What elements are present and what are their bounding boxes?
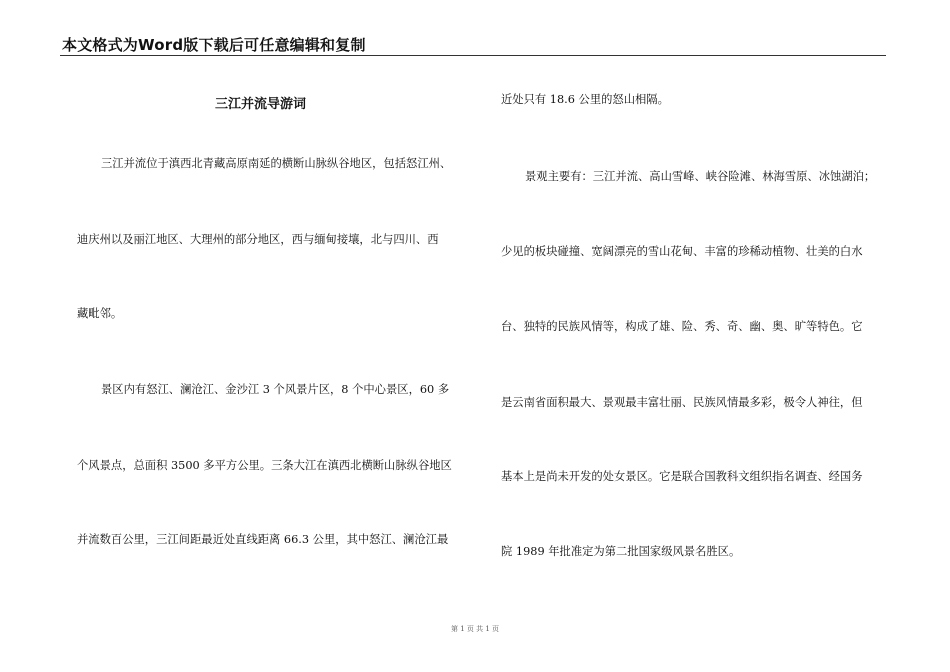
header-title: 本文格式为Word版下载后可任意编辑和复制 (62, 36, 366, 54)
left-paragraph-line: 藏毗邻。 (77, 307, 123, 320)
right-paragraph-line: 基本上是尚未开发的处女景区。它是联合国教科文组织指名调查、经国务 (501, 470, 863, 483)
left-paragraph-line: 迪庆州以及丽江地区、大理州的部分地区，西与缅甸接壤，北与四川、西 (77, 233, 439, 246)
left-paragraph-line: 三江并流位于滇西北青藏高原南延的横断山脉纵谷地区，包括怒江州、 (101, 157, 452, 170)
page-number: 第 1 页 共 1 页 (450, 625, 500, 633)
right-paragraph-line: 近处只有 18.6 公里的怒山相隔。 (501, 93, 669, 106)
right-paragraph-line: 景观主要有：三江并流、高山雪峰、峡谷险滩、林海雪原、冰蚀湖泊； (525, 170, 876, 183)
right-paragraph-line: 少见的板块碰撞、宽阔漂亮的雪山花甸、丰富的珍稀动植物、壮美的白水 (501, 245, 863, 258)
right-paragraph-line: 院 1989 年批准定为第二批国家级风景名胜区。 (501, 545, 741, 558)
left-paragraph-line: 并流数百公里，三江间距最近处直线距离 66.3 公里，其中怒江、澜沧江最 (77, 533, 449, 546)
left-paragraph-line: 景区内有怒江、澜沧江、金沙江 3 个风景片区，8 个中心景区，60 多 (101, 383, 450, 396)
left-paragraph-line: 个风景点，总面积 3500 多平方公里。三条大江在滇西北横断山脉纵谷地区 (77, 459, 452, 472)
header-divider (60, 55, 886, 56)
right-paragraph-line: 台、独特的民族风情等，构成了雄、险、秀、奇、幽、奥、旷等特色。它 (501, 320, 863, 333)
right-paragraph-line: 是云南省面积最大、景观最丰富壮丽、民族风情最多彩，极令人神往，但 (501, 396, 863, 409)
document-title: 三江并流导游词 (215, 97, 307, 112)
